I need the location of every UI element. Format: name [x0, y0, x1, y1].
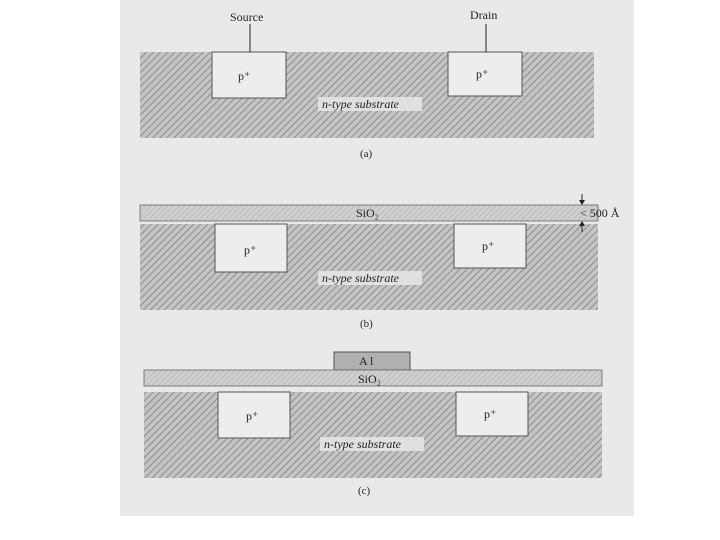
region-label-c-right: p⁺: [484, 407, 497, 421]
panel-c: [144, 352, 602, 497]
oxide-label-b: SiO₂: [356, 206, 379, 220]
oxide-label-c: SiO₂: [358, 372, 381, 386]
substrate-b: [140, 224, 598, 310]
metal-label-c: A l: [359, 354, 374, 368]
substrate-c: [144, 392, 602, 478]
substrate-label-c: n-type substrate: [324, 437, 401, 451]
drain-label: Drain: [470, 8, 498, 22]
substrate-label-b: n-type substrate: [322, 271, 399, 285]
region-label-c-left: p⁺: [246, 409, 259, 423]
substrate-label-a: n-type substrate: [322, 97, 399, 111]
caption-c: (c): [358, 485, 371, 497]
region-label-a-left: p⁺: [238, 69, 251, 83]
panel-b: [140, 194, 620, 330]
substrate-a: [140, 52, 594, 138]
source-label: Source: [230, 10, 264, 24]
region-label-b-right: p⁺: [482, 239, 495, 253]
thickness-label: < 500 Å: [580, 206, 620, 220]
caption-a: (a): [360, 148, 373, 160]
region-label-b-left: p⁺: [244, 243, 257, 257]
caption-b: (b): [360, 318, 373, 330]
region-label-a-right: p⁺: [476, 67, 489, 81]
